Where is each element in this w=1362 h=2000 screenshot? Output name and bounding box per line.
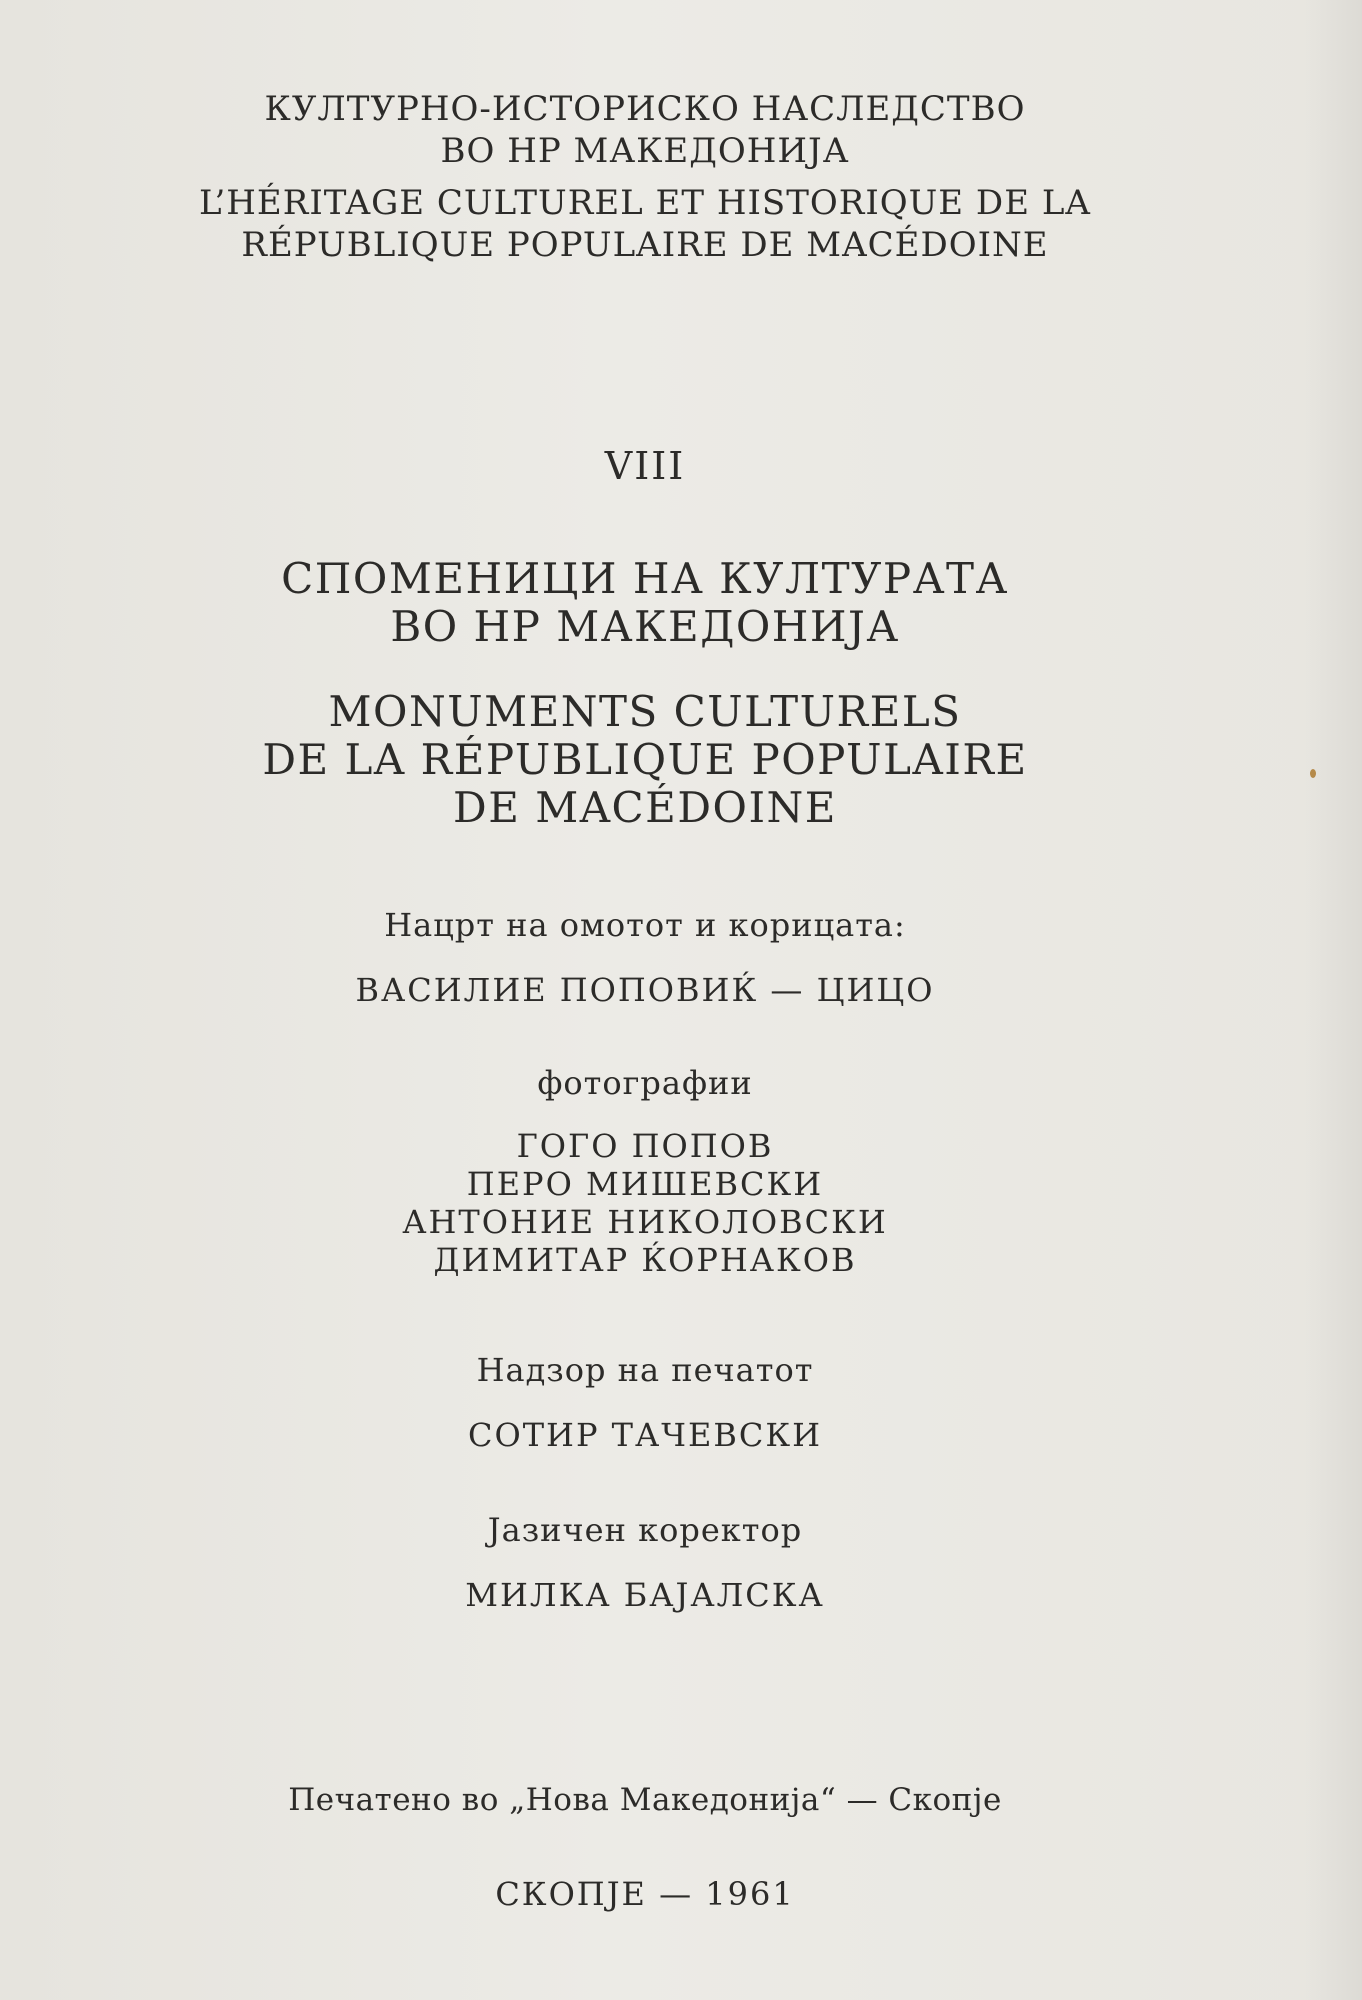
title-fr-line-3: DE MACÉDOINE	[453, 783, 837, 832]
volume-number: VIII	[604, 444, 686, 488]
printer-imprint: Печатено во „Нова Македонија“ — Скопје	[288, 1782, 1002, 1818]
proofreader-label: Јазичен коректор	[487, 1511, 803, 1549]
series-mk-line-1: КУЛТУРНО-ИСТОРИСКО НАСЛЕДСТВО	[264, 89, 1026, 129]
photographer-name: ДИМИТАР ЌОРНАКОВ	[433, 1241, 857, 1279]
book-title-macedonian	[0, 555, 1290, 651]
title-mk-line-2: ВО НР МАКЕДОНИЈА	[390, 602, 900, 651]
title-mk-line-1: СПОМЕНИЦИ НА КУЛТУРАТА	[281, 554, 1009, 603]
cover-design-label: Нацрт на омотот и корицата:	[384, 906, 906, 944]
photographer-name: ПЕРО МИШЕВСКИ	[466, 1165, 824, 1203]
photographer-list	[0, 1127, 1290, 1279]
series-title-french	[0, 182, 1290, 266]
place-and-year: СКОПЈЕ — 1961	[495, 1875, 795, 1913]
paper-stain	[1310, 769, 1316, 778]
print-supervision-name: СОТИР ТАЧЕВСКИ	[467, 1416, 822, 1454]
series-fr-line-1: L’HÉRITAGE CULTUREL ET HISTORIQUE DE LA	[199, 183, 1091, 223]
series-fr-line-2: RÉPUBLIQUE POPULAIRE DE MACÉDOINE	[241, 225, 1049, 265]
series-mk-line-2: ВО НР МАКЕДОНИЈА	[440, 131, 850, 171]
photographs-label: фотографии	[537, 1064, 753, 1102]
series-title-macedonian	[0, 88, 1290, 172]
print-supervision-label: Надзор на печатот	[476, 1351, 814, 1389]
book-title-french	[0, 688, 1290, 832]
title-fr-line-1: MONUMENTS CULTURELS	[328, 687, 962, 736]
title-fr-line-2: DE LA RÉPUBLIQUE POPULAIRE	[262, 735, 1028, 784]
cover-design-name: ВАСИЛИЕ ПОПОВИЌ — ЦИЦО	[355, 971, 935, 1009]
photographer-name: ГОГО ПОПОВ	[516, 1127, 774, 1165]
proofreader-name: МИЛКА БАЈАЛСКА	[465, 1576, 825, 1614]
page-edge-shadow	[1302, 0, 1362, 2000]
photographer-name: АНТОНИЕ НИКОЛОВСКИ	[402, 1203, 888, 1241]
